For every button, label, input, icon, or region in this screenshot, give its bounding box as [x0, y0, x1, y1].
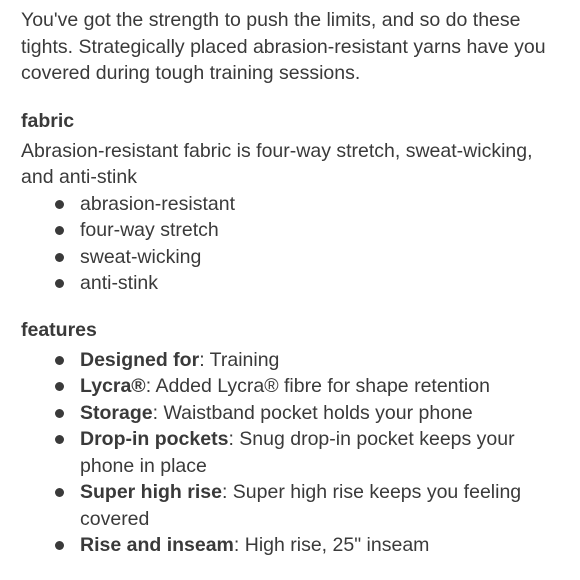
- feature-text: : Added Lycra® fibre for shape retention: [145, 375, 490, 397]
- bullet-icon: [55, 541, 64, 550]
- feature-key: Lycra®: [80, 375, 146, 397]
- fabric-heading: fabric: [21, 109, 75, 132]
- fabric-description: Abrasion-resistant fabric is four-way stretch, sweat-wicking, and anti-stink: [21, 139, 533, 188]
- bullet-icon: [55, 382, 64, 391]
- feature-list-item: [80, 479, 560, 532]
- feature-key: Designed for: [80, 348, 200, 371]
- feature-key: Drop-in pockets: [80, 428, 229, 450]
- bullet-icon: [55, 409, 64, 418]
- fabric-list: [21, 191, 560, 297]
- feature-key: Super high rise: [80, 481, 222, 503]
- intro-paragraph: You've got the strength to push the limits, and so do these tights. Strategically placed abrasion-resistant yarns have you covered during tough training sessions.: [21, 9, 546, 84]
- feature-text: : Snug drop-in pocket keeps your phone in place: [80, 428, 515, 477]
- fabric-item-label: anti-stink: [80, 272, 159, 294]
- fabric-list-item: [80, 217, 560, 244]
- feature-key: Storage: [80, 401, 153, 424]
- bullet-icon: [55, 200, 64, 209]
- fabric-list-item: [80, 270, 560, 297]
- feature-text: : Training: [199, 348, 280, 371]
- fabric-item-label: four-way stretch: [80, 219, 219, 241]
- fabric-list-item: [80, 244, 560, 271]
- feature-list-item: [80, 400, 560, 427]
- feature-list-item: [80, 426, 560, 479]
- feature-list-item: [80, 532, 560, 559]
- feature-list-item: [80, 347, 560, 374]
- bullet-icon: [55, 435, 64, 444]
- bullet-icon: [55, 356, 64, 365]
- feature-text: : Waistband pocket holds your phone: [152, 401, 473, 424]
- features-list: [21, 347, 560, 559]
- feature-key: Rise and inseam: [80, 534, 234, 556]
- feature-text: : Super high rise keeps you feeling covered: [80, 481, 522, 530]
- fabric-item-label: sweat-wicking: [80, 245, 202, 268]
- features-heading: features: [21, 318, 97, 341]
- feature-text: : High rise, 25" inseam: [233, 534, 430, 556]
- feature-list-item: [80, 373, 560, 400]
- fabric-item-label: abrasion-resistant: [80, 192, 235, 215]
- bullet-icon: [55, 253, 64, 262]
- bullet-icon: [55, 279, 64, 288]
- bullet-icon: [55, 488, 64, 497]
- bullet-icon: [55, 226, 64, 235]
- fabric-list-item: [80, 191, 560, 218]
